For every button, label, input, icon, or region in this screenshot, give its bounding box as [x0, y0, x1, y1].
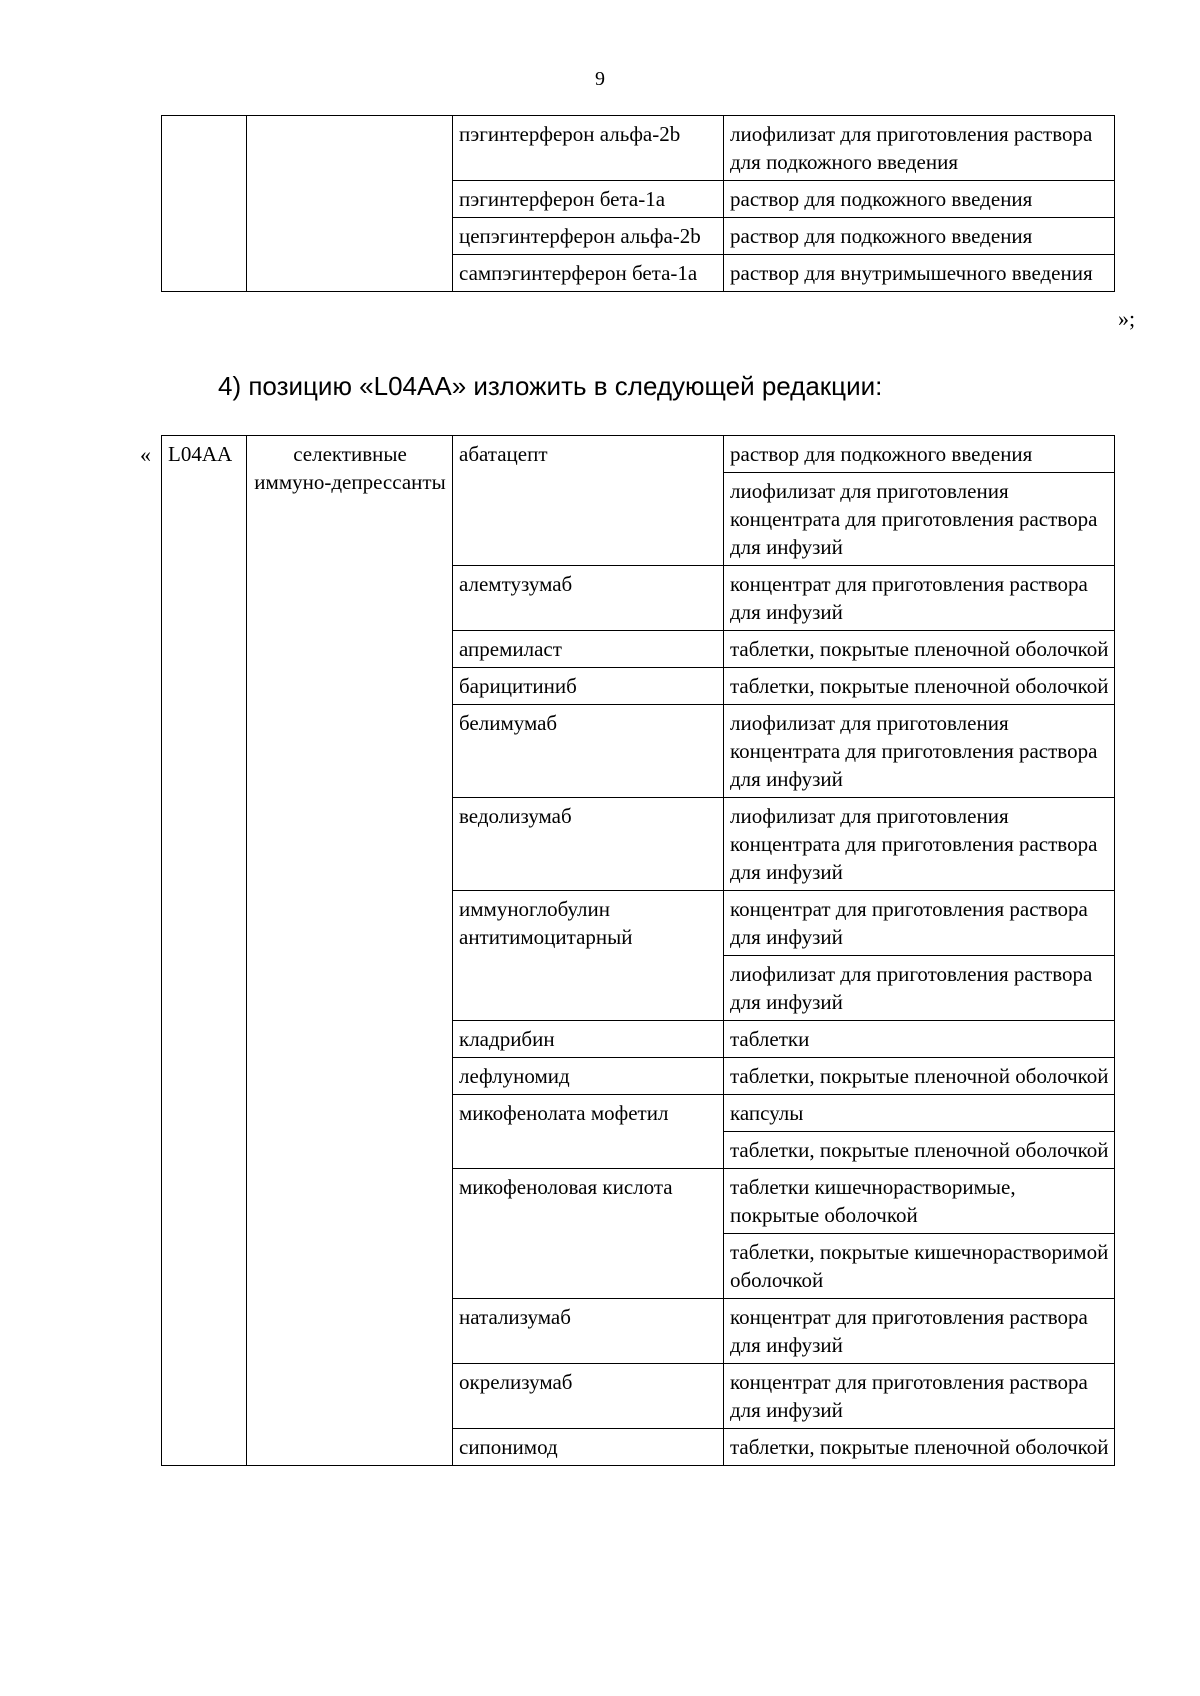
- substance-cell: алемтузумаб: [453, 566, 724, 631]
- substance-cell: сипонимод: [453, 1429, 724, 1466]
- form-cell: раствор для внутримышечного введения: [724, 255, 1115, 292]
- opening-quote: «: [140, 442, 151, 467]
- substance-cell: барицитиниб: [453, 668, 724, 705]
- table-row: [162, 116, 1115, 181]
- form-cell: лиофилизат для приготовления раствора для подкожного введения: [724, 116, 1115, 181]
- form-cell: таблетки, покрытые пленочной оболочкой: [724, 1429, 1115, 1466]
- drug-table-continuation: [161, 115, 1115, 292]
- form-cell: лиофилизат для приготовления концентрата для приготовления раствора для инфузий: [724, 798, 1115, 891]
- substance-cell: пэгинтерферон бета-1a: [453, 181, 724, 218]
- form-cell: таблетки: [724, 1021, 1115, 1058]
- substance-cell: ведолизумаб: [453, 798, 724, 891]
- form-cell: концентрат для приготовления раствора для инфузий: [724, 1364, 1115, 1429]
- form-cell: концентрат для приготовления раствора для инфузий: [724, 1299, 1115, 1364]
- substance-cell: апремиласт: [453, 631, 724, 668]
- form-cell: концентрат для приготовления раствора для инфузий: [724, 566, 1115, 631]
- page-number: 9: [595, 68, 605, 90]
- substance-cell: натализумаб: [453, 1299, 724, 1364]
- form-cell: концентрат для приготовления раствора для инфузий: [724, 891, 1115, 956]
- code-cell: L04AA: [162, 436, 247, 1466]
- form-cell: раствор для подкожного введения: [724, 436, 1115, 473]
- closing-quote: »;: [1118, 306, 1136, 331]
- drug-table-l04aa: [161, 435, 1115, 1466]
- form-cell: таблетки, покрытые пленочной оболочкой: [724, 631, 1115, 668]
- form-cell: капсулы: [724, 1095, 1115, 1132]
- substance-cell: белимумаб: [453, 705, 724, 798]
- form-cell: таблетки, покрытые кишечнорастворимой оболочкой: [724, 1234, 1115, 1299]
- form-cell: лиофилизат для приготовления концентрата для приготовления раствора для инфузий: [724, 473, 1115, 566]
- substance-cell: микофенолата мофетил: [453, 1095, 724, 1169]
- form-cell: раствор для подкожного введения: [724, 181, 1115, 218]
- form-cell: раствор для подкожного введения: [724, 218, 1115, 255]
- substance-cell: окрелизумаб: [453, 1364, 724, 1429]
- form-cell: таблетки, покрытые пленочной оболочкой: [724, 1058, 1115, 1095]
- form-cell: лиофилизат для приготовления концентрата для приготовления раствора для инфузий: [724, 705, 1115, 798]
- substance-cell: кладрибин: [453, 1021, 724, 1058]
- form-cell: таблетки, покрытые пленочной оболочкой: [724, 668, 1115, 705]
- substance-cell: микофеноловая кислота: [453, 1169, 724, 1299]
- substance-cell: пэгинтерферон альфа-2b: [453, 116, 724, 181]
- form-cell: лиофилизат для приготовления раствора для инфузий: [724, 956, 1115, 1021]
- amendment-heading: 4) позицию «L04AA» изложить в следующей редакции:: [218, 371, 883, 401]
- substance-cell: цепэгинтерферон альфа-2b: [453, 218, 724, 255]
- group-cell: селективные иммуно-депрессанты: [247, 436, 453, 1466]
- substance-cell: абатацепт: [453, 436, 724, 566]
- table-row: [162, 436, 1115, 473]
- substance-cell: лефлуномид: [453, 1058, 724, 1095]
- form-cell: таблетки кишечнорастворимые, покрытые оболочкой: [724, 1169, 1115, 1234]
- substance-cell: иммуноглобулин антитимоцитарный: [453, 891, 724, 1021]
- substance-cell: сампэгинтерферон бета-1a: [453, 255, 724, 292]
- code-cell: [162, 116, 247, 292]
- form-cell: таблетки, покрытые пленочной оболочкой: [724, 1132, 1115, 1169]
- group-cell: [247, 116, 453, 292]
